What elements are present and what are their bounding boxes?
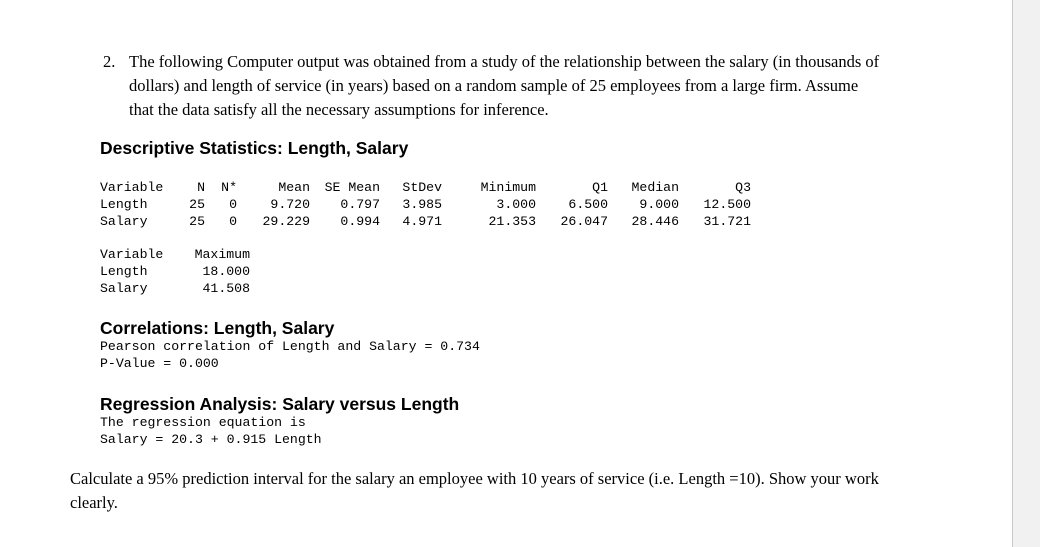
table-cell: Salary — [100, 281, 148, 296]
table-cell: 3.985 — [402, 197, 442, 212]
question-number: 2. — [103, 52, 116, 71]
descriptive-stats-maximum-table — [100, 246, 250, 297]
table-header-cell: Q3 — [735, 180, 751, 195]
table-cell: 0 — [229, 214, 237, 229]
table-cell: 12.500 — [703, 197, 751, 212]
table-header-row — [100, 179, 751, 196]
table-cell: 41.508 — [202, 281, 250, 296]
table-header-cell: SE Mean — [324, 180, 380, 195]
table-header-cell: Minimum — [480, 180, 536, 195]
table-cell: 9.720 — [270, 197, 310, 212]
table-header-cell: Variable — [100, 180, 164, 195]
question-line: dollars) and length of service (in years) based on a random sample of 25 employees from a large firm. Assume — [129, 76, 859, 95]
table-row — [100, 213, 751, 230]
question-line: that the data satisfy all the necessary assumptions for inference. — [129, 100, 549, 119]
task-text — [70, 467, 990, 515]
task-line: Calculate a 95% prediction interval for the salary an employee with 10 years of service (i.e. Length =10). Show your work — [70, 469, 879, 488]
table-cell: 18.000 — [202, 264, 250, 279]
table-header-cell: N* — [221, 180, 237, 195]
regression-equation-line: Salary = 20.3 + 0.915 Length — [100, 432, 322, 447]
table-cell: Length — [100, 264, 148, 279]
table-header-cell: Q1 — [592, 180, 608, 195]
correlation-line: Pearson correlation of Length and Salary = 0.734 — [100, 339, 480, 354]
table-row — [100, 263, 250, 280]
regression-heading: Regression Analysis: Salary versus Length — [100, 394, 460, 414]
table-cell: Salary — [100, 214, 148, 229]
table-cell: 3.000 — [496, 197, 536, 212]
table-cell: 0.797 — [340, 197, 380, 212]
table-cell: 28.446 — [631, 214, 679, 229]
table-cell: 4.971 — [402, 214, 442, 229]
question-line: The following Computer output was obtained from a study of the relationship between the salary (in thousands of — [129, 52, 880, 71]
table-header-cell: N — [197, 180, 205, 195]
descriptive-stats-heading: Descriptive Statistics: Length, Salary — [100, 138, 409, 158]
table-cell: 25 — [189, 197, 205, 212]
table-header-cell: Mean — [278, 180, 310, 195]
table-header-cell: StDev — [402, 180, 442, 195]
table-cell: 29.229 — [262, 214, 310, 229]
table-header-cell: Median — [631, 180, 679, 195]
table-cell: 6.500 — [568, 197, 608, 212]
table-header-cell: Maximum — [194, 247, 250, 262]
table-header-row — [100, 246, 250, 263]
table-cell: 0 — [229, 197, 237, 212]
task-line: clearly. — [70, 493, 118, 512]
question-text — [129, 50, 969, 122]
table-cell: 31.721 — [703, 214, 751, 229]
window-right-edge — [1012, 0, 1040, 547]
table-row — [100, 196, 751, 213]
table-cell: 25 — [189, 214, 205, 229]
table-cell: 0.994 — [340, 214, 380, 229]
descriptive-stats-table — [100, 179, 751, 230]
table-cell: 21.353 — [488, 214, 536, 229]
table-cell: Length — [100, 197, 148, 212]
table-header-cell: Variable — [100, 247, 164, 262]
table-cell: 26.047 — [560, 214, 608, 229]
table-cell: 9.000 — [639, 197, 679, 212]
table-row — [100, 280, 250, 297]
regression-intro-line: The regression equation is — [100, 415, 306, 430]
p-value-line: P-Value = 0.000 — [100, 356, 219, 371]
correlations-heading: Correlations: Length, Salary — [100, 318, 335, 338]
